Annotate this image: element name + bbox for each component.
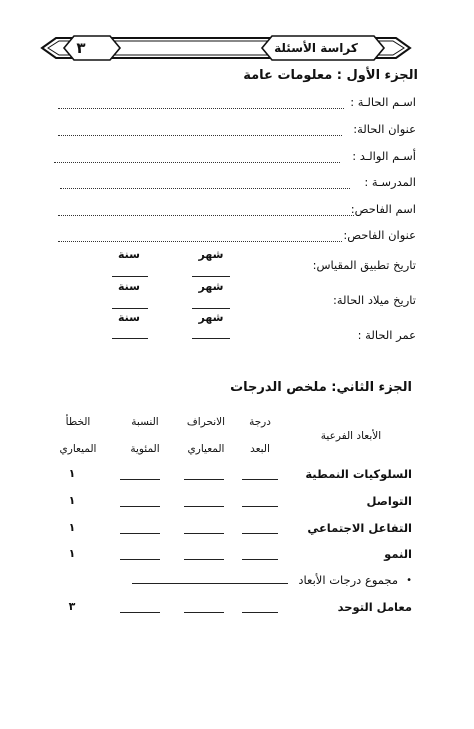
row-stereotyped-label: السلوكيات النمطية — [305, 467, 412, 481]
date-application-year-line — [112, 276, 148, 277]
field-case-address-line — [58, 135, 342, 136]
page-number: ٣ — [76, 39, 86, 57]
date-birth-label: تاريخ ميلاد الحالة: — [333, 293, 416, 307]
field-case-name-line — [58, 108, 344, 109]
header-percent-line1: النسبة — [131, 416, 159, 428]
date-application-label: تاريخ تطبيق المقياس: — [312, 258, 416, 272]
field-school-line — [60, 188, 350, 189]
row-stereotyped-pct-line — [120, 479, 160, 480]
field-case-name-label: اسـم الحالـة : — [350, 95, 416, 109]
row-social-label: التفاعل الاجتماعي — [307, 521, 412, 535]
sum-line — [132, 583, 288, 584]
row-communication-score-line — [242, 506, 278, 507]
part1-heading: الجزء الأول : معلومات عامة — [243, 68, 418, 83]
field-school-label: المدرسـة : — [364, 175, 416, 189]
header-deviation-line1: الانحراف — [186, 416, 226, 428]
field-examiner-name-line — [58, 215, 354, 216]
coefficient-error: ٣ — [68, 600, 76, 613]
bullet-icon: • — [406, 575, 412, 586]
row-growth-label: النمو — [384, 547, 412, 561]
row-growth-pct-line — [120, 559, 160, 560]
row-social-error: ١ — [68, 521, 76, 534]
date-birth-year-line — [112, 308, 148, 309]
row-social-score-line — [242, 533, 278, 534]
row-growth-dev-line — [184, 559, 224, 560]
coefficient-pct-line — [120, 612, 160, 613]
header-score-line1: درجة — [249, 416, 271, 428]
sum-label: مجموع درجات الأبعاد — [298, 573, 398, 587]
age-label: عمر الحالة : — [357, 328, 416, 342]
date-birth-month: شهر — [198, 280, 224, 293]
part2-heading: الجزء الثاني: ملخص الدرجات — [230, 380, 412, 395]
date-application-month: شهر — [198, 248, 224, 261]
banner-title: كراسة الأسئلة — [274, 41, 358, 55]
header-deviation-line2: المعياري — [187, 443, 225, 455]
row-social-dev-line — [184, 533, 224, 534]
date-birth-year: سنة — [118, 280, 140, 293]
header-error-line1: الخطأ — [65, 416, 91, 428]
field-father-name-line — [54, 162, 340, 163]
row-stereotyped-dev-line — [184, 479, 224, 480]
coefficient-score-line — [242, 612, 278, 613]
row-growth-error: ١ — [68, 547, 76, 560]
header-score-line2: البعد — [250, 443, 270, 455]
field-case-address-label: عنوان الحالة: — [353, 122, 416, 136]
coefficient-dev-line — [184, 612, 224, 613]
date-application-year: سنة — [118, 248, 140, 261]
header-error-line2: الميعاري — [59, 443, 97, 455]
row-communication-dev-line — [184, 506, 224, 507]
age-year: سنة — [118, 311, 140, 324]
header-percent-line2: المئوية — [130, 443, 160, 455]
age-month-line — [192, 338, 230, 339]
row-stereotyped-error: ١ — [68, 467, 76, 480]
age-year-line — [112, 338, 148, 339]
row-stereotyped-score-line — [242, 479, 278, 480]
row-communication-error: ١ — [68, 494, 76, 507]
age-month: شهر — [198, 311, 224, 324]
header-dimension: الأبعاد الفرعية — [320, 430, 382, 442]
row-social-pct-line — [120, 533, 160, 534]
field-examiner-address-label: عنوان الفاحص: — [343, 228, 416, 242]
row-growth-score-line — [242, 559, 278, 560]
date-application-month-line — [192, 276, 230, 277]
field-father-name-label: أسـم الوالـد : — [352, 149, 416, 163]
coefficient-label: معامل التوحد — [337, 600, 412, 614]
row-communication-pct-line — [120, 506, 160, 507]
field-examiner-name-label: اسم الفاحص: — [350, 202, 416, 216]
date-birth-month-line — [192, 308, 230, 309]
field-examiner-address-line — [58, 241, 342, 242]
row-communication-label: التواصل — [366, 494, 412, 508]
